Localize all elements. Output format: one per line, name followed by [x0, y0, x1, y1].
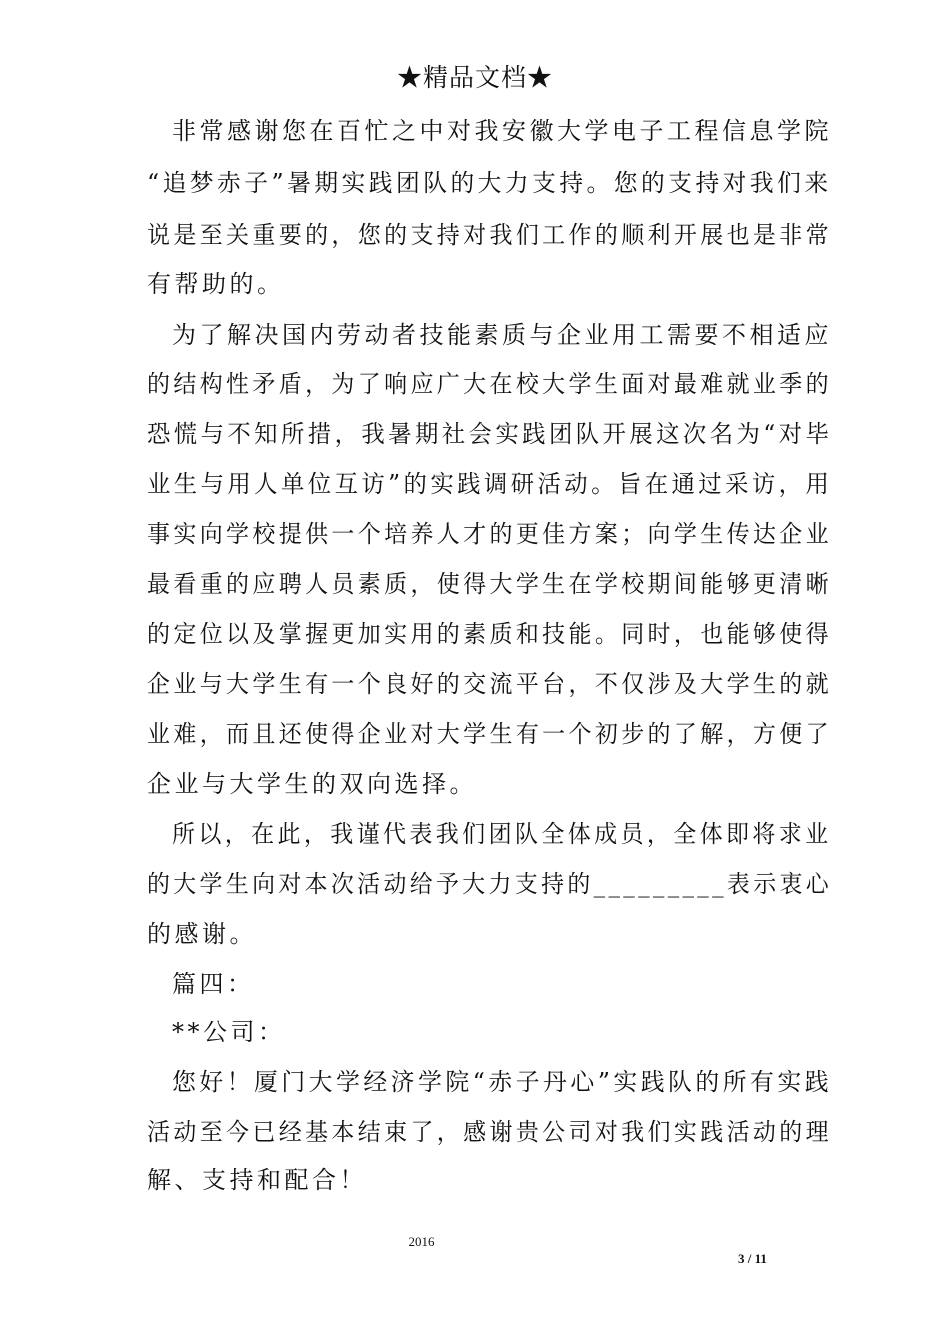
text-line: 的结构性矛盾，为了响应广大在校大学生面对最难就业季的 — [147, 370, 832, 398]
text-line: 的感谢。 — [147, 920, 257, 948]
text-line: 业难，而且还使得企业对大学生有一个初步的了解，方便了 — [147, 720, 832, 748]
text-line: 解、支持和配合！ — [147, 1166, 367, 1194]
text-line: 为了解决国内劳动者技能素质与企业用工需要不相适应 — [172, 321, 832, 349]
text-line: 活动至今已经基本结束了，感谢贵公司对我们实践活动的理 — [147, 1118, 832, 1146]
page-number: 3 / 11 — [738, 1251, 767, 1266]
footer-year: 2016 — [408, 1234, 435, 1249]
page-header: ★精品文档★ — [396, 63, 553, 92]
text-line: 说是至关重要的，您的支持对我们工作的顺利开展也是非常 — [147, 221, 832, 249]
text-line: “追梦赤子”暑期实践团队的大力支持。您的支持对我们来 — [147, 169, 832, 197]
text-line: 您好！厦门大学经济学院“赤子丹心”实践队的所有实践 — [172, 1068, 833, 1096]
text-line: 恐慌与不知所措，我暑期社会实践团队开展这次名为“对毕 — [147, 420, 833, 448]
text-line: 的定位以及掌握更加实用的素质和技能。同时，也能够使得 — [147, 620, 832, 648]
text-line: 业生与用人单位互访”的实践调研活动。旨在通过采访，用 — [147, 470, 833, 498]
text-line: 所以，在此，我谨代表我们团队全体成员，全体即将求业 — [172, 820, 832, 848]
text-line: 企业与大学生有一个良好的交流平台，不仅涉及大学生的就 — [147, 670, 832, 698]
text-line: 的大学生向对本次活动给予大力支持的_________表示衷心 — [147, 870, 833, 898]
text-line: 事实向学校提供一个培养人才的更佳方案；向学生传达企业 — [147, 520, 832, 548]
section-heading: 篇四： — [172, 970, 255, 998]
salutation: **公司： — [172, 1018, 286, 1046]
text-line: 有帮助的。 — [147, 270, 285, 298]
text-line: 最看重的应聘人员素质，使得大学生在学校期间能够更清晰 — [147, 570, 832, 598]
text-line: 企业与大学生的双向选择。 — [147, 770, 477, 798]
text-line: 非常感谢您在百忙之中对我安徽大学电子工程信息学院 — [172, 117, 832, 145]
